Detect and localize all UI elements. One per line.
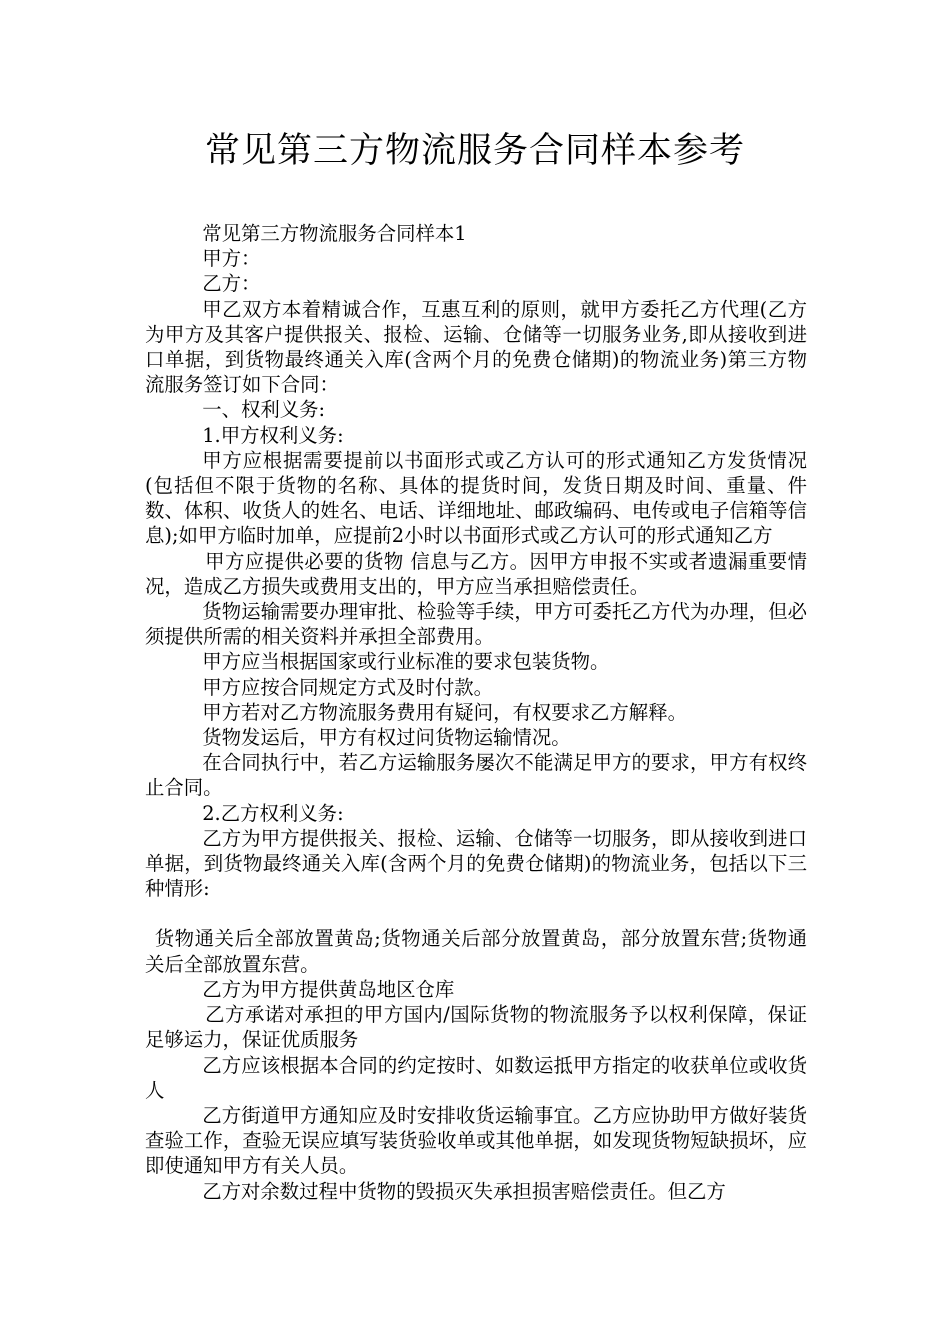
paragraph: 乙方承诺对承担的甲方国内/国际货物的物流服务予以权利保障，保证足够运力，保证优质服务 bbox=[145, 1003, 807, 1052]
paragraph: 甲方应提供必要的货物 信息与乙方。因甲方申报不实或者遗漏重要情况，造成乙方损失或费用支出的，甲方应当承担赔偿责任。 bbox=[145, 549, 807, 598]
paragraph: 在合同执行中，若乙方运输服务屡次不能满足甲方的要求，甲方有权终止合同。 bbox=[145, 751, 807, 800]
paragraph: 乙方对余数过程中货物的毁损灭失承担损害赔偿责任。但乙方 bbox=[202, 1179, 726, 1203]
paragraph: 甲方应当根据国家或行业标准的要求包装货物。 bbox=[202, 650, 610, 674]
paragraph: 乙方为甲方提供黄岛地区仓库 bbox=[202, 977, 455, 1001]
paragraph: 甲方若对乙方物流服务费用有疑问，有权要求乙方解释。 bbox=[202, 700, 687, 724]
subclause-heading: 2.乙方权利义务: bbox=[202, 801, 344, 825]
paragraph: 乙方应该根据本合同的约定按时、如数运抵甲方指定的收获单位或收货人 bbox=[145, 1053, 807, 1102]
party-b-label: 乙方： bbox=[202, 272, 261, 296]
paragraph: 甲方应根据需要提前以书面形式或乙方认可的形式通知乙方发货情况(包括但不限于货物的名称、具体的提货时间，发货日期及时间、重量、件数、体积、收货人的姓名、电话、详细地址、邮政编码、电传或电子信箱等信息);如甲方临时加单，应提前2小时以书面形式或乙方认可的形式通知乙方 bbox=[145, 448, 807, 548]
page-title: 常见第三方物流服务合同样本参考 bbox=[204, 131, 745, 171]
clause-heading: 一、权利义务: bbox=[202, 398, 326, 422]
paragraph: 货物通关后全部放置黄岛;货物通关后部分放置黄岛，部分放置东营;货物通关后全部放置东营。 bbox=[145, 927, 807, 976]
paragraph: 乙方为甲方提供报关、报检、运输、仓储等一切服务，即从接收到进口单据，到货物最终通关入库(含两个月的免费仓储期)的物流业务，包括以下三种情形: bbox=[145, 826, 807, 901]
party-a-label: 甲方： bbox=[202, 247, 261, 271]
section-heading: 常见第三方物流服务合同样本1 bbox=[202, 222, 467, 245]
paragraph: 货物运输需要办理审批、检验等手续，甲方可委托乙方代为办理，但必须提供所需的相关资料并承担全部费用。 bbox=[145, 600, 807, 649]
paragraph: 甲方应按合同规定方式及时付款。 bbox=[202, 675, 494, 699]
paragraph: 乙方街道甲方通知应及时安排收货运输事宜。乙方应协助甲方做好装货查验工作，查验无误应填写装货验收单或其他单据，如发现货物短缺损坏，应即使通知甲方有关人员。 bbox=[145, 1103, 807, 1178]
paragraph: 货物发运后，甲方有权过问货物运输情况。 bbox=[202, 726, 571, 750]
document-body bbox=[145, 221, 807, 1204]
paragraph: 甲乙双方本着精诚合作，互惠互利的原则，就甲方委托乙方代理(乙方为甲方及其客户提供报关、报检、运输、仓储等一切服务业务,即从接收到进口单据，到货物最终通关入库(含两个月的免费仓储期)的物流业务)第三方物流服务签订如下合同： bbox=[145, 297, 807, 397]
subclause-heading: 1.甲方权利义务: bbox=[202, 423, 344, 447]
